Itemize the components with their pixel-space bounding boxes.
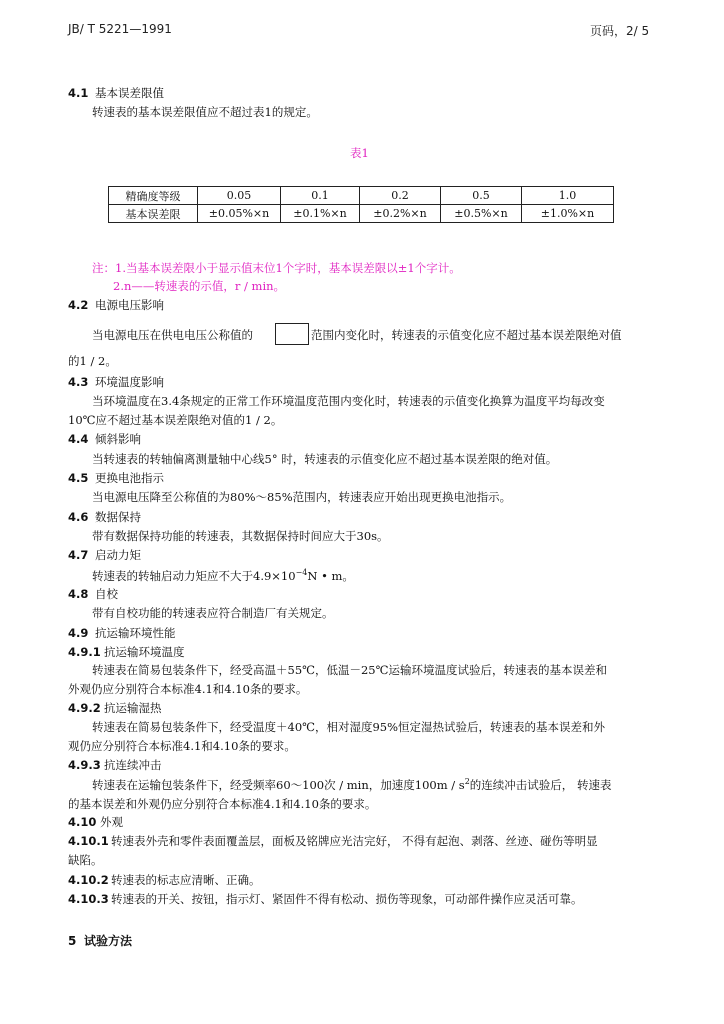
paragraph xyxy=(92,777,611,793)
table-cell: 0.1 xyxy=(281,187,360,205)
paragraph-text: 的连续冲击试验后， 转速表 xyxy=(469,778,612,792)
paragraph: 当转速表的转轴偏离测量轴中心线5° 时，转速表的示值变化应不超过基本误差限的绝对值。 xyxy=(92,452,558,466)
section-number: 4.9.3 xyxy=(68,758,101,772)
tolerance-table xyxy=(108,186,614,223)
table-cell: 1.0 xyxy=(522,187,614,205)
paragraph: 范围内变化时，转速表的示值变化应不超过基本误差限绝对值 xyxy=(311,328,622,342)
table-note: 2.n——转速表的示值，r / min。 xyxy=(113,279,286,293)
table-note: 注：1.当基本误差限小于显示值末位1个字时，基本误差限以±1个字计。 xyxy=(92,261,461,275)
paragraph xyxy=(92,568,354,584)
section-title: 抗运输环境性能 xyxy=(95,626,176,640)
paragraph: 带有数据保持功能的转速表，其数据保持时间应大于30s。 xyxy=(92,529,389,543)
section-number: 5 xyxy=(68,934,77,948)
table-cell: ±0.1%×n xyxy=(281,205,360,223)
paragraph: 转速表外壳和零件表面覆盖层，面板及铭牌应光洁完好， 不得有起泡、剥落、丝迹、碰伤等明显 xyxy=(111,834,598,848)
section-title: 环境温度影响 xyxy=(95,375,164,389)
section-number: 4.9.2 xyxy=(68,701,101,715)
paragraph-text: 转速表在运输包装条件下，经受频率60～100次 / min，加速度100m / s xyxy=(92,778,465,792)
section-number: 4.4 xyxy=(68,432,89,446)
section-number: 4.3 xyxy=(68,375,89,389)
section-number: 4.8 xyxy=(68,587,89,601)
table-cell: ±0.2%×n xyxy=(360,205,441,223)
table-cell: ±0.5%×n xyxy=(441,205,522,223)
paragraph: 当电源电压在供电电压公称值的 xyxy=(92,328,253,342)
section-number: 4.6 xyxy=(68,510,89,524)
section-number: 4.10.2 xyxy=(68,873,109,887)
blank-field-box xyxy=(275,323,309,345)
paragraph-text: N • m。 xyxy=(307,569,354,583)
section-title: 更换电池指示 xyxy=(95,471,164,485)
section-number: 4.10 xyxy=(68,815,97,829)
paragraph: 的基本误差和外观仍应分别符合本标准4.1和4.10条的要求。 xyxy=(68,797,377,811)
section-number: 4.10.3 xyxy=(68,892,109,906)
section-title: 电源电压影响 xyxy=(95,298,164,312)
table-cell: 0.2 xyxy=(360,187,441,205)
table-cell: 0.05 xyxy=(198,187,281,205)
paragraph: 的1 / 2。 xyxy=(68,354,117,368)
table-cell: 0.5 xyxy=(441,187,522,205)
table-cell: 基本误差限 xyxy=(109,205,198,223)
page-indicator: 页码，2/ 5 xyxy=(590,24,650,38)
paragraph: 转速表的标志应清晰、正确。 xyxy=(111,873,261,887)
section-title: 抗连续冲击 xyxy=(104,758,162,772)
section-number: 4.9 xyxy=(68,626,89,640)
table-cell: 精确度等级 xyxy=(109,187,198,205)
section-number: 4.9.1 xyxy=(68,645,101,659)
paragraph: 缺陷。 xyxy=(68,853,103,867)
section-number: 4.2 xyxy=(68,298,89,312)
paragraph: 外观仍应分别符合本标准4.1和4.10条的要求。 xyxy=(68,682,308,696)
paragraph: 观仍应分别符合本标准4.1和4.10条的要求。 xyxy=(68,739,296,753)
section-title: 抗运输湿热 xyxy=(104,701,162,715)
section-title: 基本误差限值 xyxy=(95,86,164,100)
exponent: 2 xyxy=(464,777,470,787)
section-title: 试验方法 xyxy=(84,934,133,948)
section-title: 启动力矩 xyxy=(95,548,141,562)
paragraph: 当环境温度在3.4条规定的正常工作环境温度范围内变化时，转速表的示值变化换算为温度平均每改变 xyxy=(92,394,605,408)
document-id: JB/ T 5221—1991 xyxy=(68,22,172,36)
table-row xyxy=(109,187,614,205)
paragraph-text: 转速表的转轴启动力矩应不大于4.9×10 xyxy=(92,569,296,583)
section-title: 数据保持 xyxy=(95,510,141,524)
section-number: 4.5 xyxy=(68,471,89,485)
section-title: 外观 xyxy=(100,815,123,829)
paragraph: 转速表的基本误差限值应不超过表1的规定。 xyxy=(92,105,318,119)
paragraph: 转速表在简易包装条件下，经受温度＋40℃，相对湿度95%恒定湿热试验后，转速表的基本误差和外 xyxy=(92,720,606,734)
exponent: −4 xyxy=(295,568,308,578)
section-title: 抗运输环境温度 xyxy=(104,645,185,659)
table-caption: 表1 xyxy=(350,146,369,160)
section-number: 4.7 xyxy=(68,548,89,562)
table-row xyxy=(109,205,614,223)
section-number: 4.1 xyxy=(68,86,89,100)
section-title: 倾斜影响 xyxy=(95,432,141,446)
paragraph: 转速表在简易包装条件下，经受高温＋55℃，低温－25℃运输环境温度试验后，转速表的基本误差和 xyxy=(92,663,607,677)
table-cell: ±0.05%×n xyxy=(198,205,281,223)
paragraph: 转速表的开关、按钮，指示灯、紧固件不得有松动、损伤等现象，可动部件操作应灵活可靠。 xyxy=(111,892,583,906)
paragraph: 10℃应不超过基本误差限绝对值的1 / 2。 xyxy=(68,413,283,427)
paragraph: 带有自校功能的转速表应符合制造厂有关规定。 xyxy=(92,606,334,620)
paragraph: 当电源电压降至公称值的为80%～85%范围内，转速表应开始出现更换电池指示。 xyxy=(92,490,512,504)
table-cell: ±1.0%×n xyxy=(522,205,614,223)
section-title: 自校 xyxy=(95,587,118,601)
section-number: 4.10.1 xyxy=(68,834,109,848)
